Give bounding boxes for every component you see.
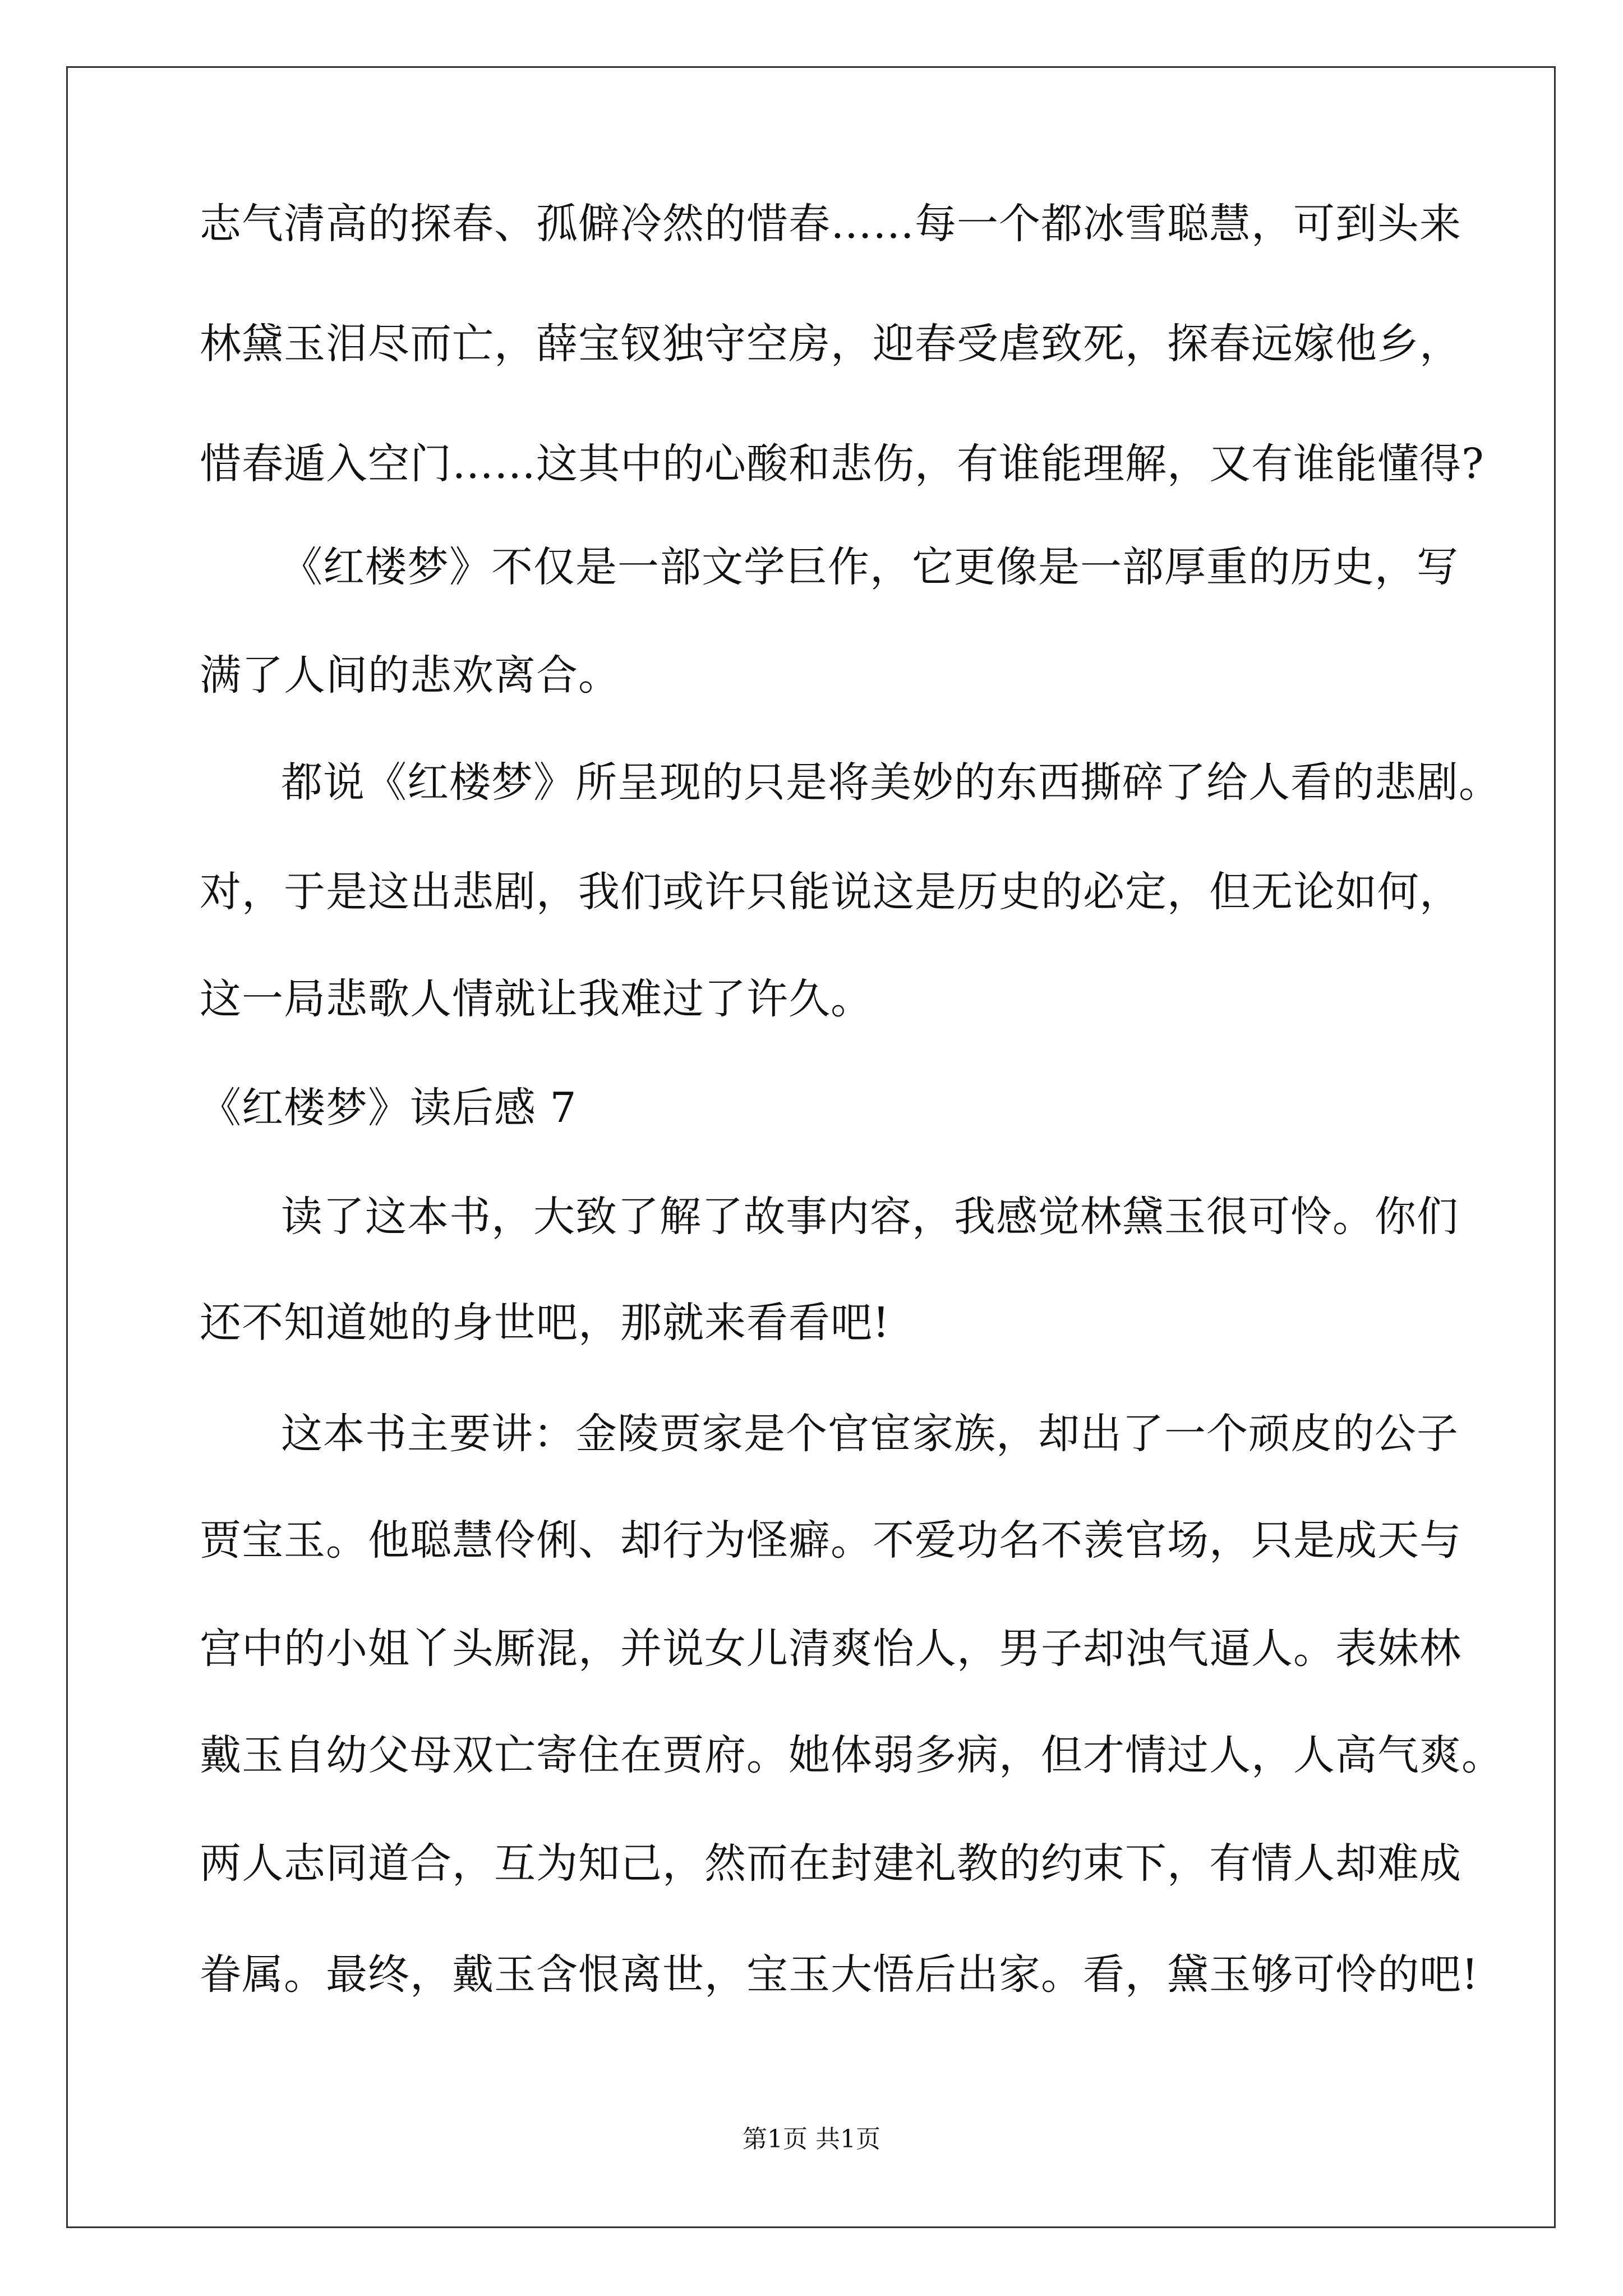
text-line: 两人志同道合，互为知己，然而在封建礼教的约束下，有情人却难成 [200, 1839, 1461, 1888]
text-line: 都说《红楼梦》所呈现的只是将美妙的东西撕碎了给人看的悲剧。 [281, 758, 1501, 807]
text-line: 惜春遁入空门……这其中的心酸和悲伤，有谁能理解，又有谁能懂得? [200, 440, 1484, 488]
text-line: 这本书主要讲：金陵贾家是个官宦家族，却出了一个顽皮的公子 [281, 1410, 1459, 1458]
text-line: 志气清高的探春、孤僻冷然的惜春……每一个都冰雪聪慧，可到头来 [200, 200, 1461, 248]
section-heading: 《红楼梦》读后感 7 [200, 1084, 577, 1132]
text-line: 这一局悲歌人情就让我难过了许久。 [200, 975, 873, 1023]
text-line: 眷属。最终，戴玉含恨离世，宝玉大悟后出家。看，黛玉够可怜的吧! [200, 1950, 1479, 1999]
text-line: 贾宝玉。他聪慧伶俐、却行为怪癖。不爱功名不羡官场，只是成天与 [200, 1516, 1461, 1565]
text-line: 《红楼梦》不仅是一部文学巨作，它更像是一部厚重的历史，写 [281, 543, 1459, 591]
text-line: 对，于是这出悲剧，我们或许只能说这是历史的必定，但无论如何， [200, 868, 1461, 916]
text-line: 戴玉自幼父母双亡寄住在贾府。她体弱多病，但才情过人，人高气爽。 [200, 1731, 1504, 1779]
page-border [66, 66, 1556, 2228]
text-line: 满了人间的悲欢离合。 [200, 651, 620, 700]
text-line: 还不知道她的身世吧，那就来看看吧! [200, 1299, 890, 1347]
text-line: 宫中的小姐丫头厮混，并说女儿清爽怡人，男子却浊气逼人。表妹林 [200, 1625, 1461, 1673]
text-line: 读了这本书，大致了解了故事内容，我感觉林黛玉很可怜。你们 [281, 1193, 1459, 1241]
text-line: 林黛玉泪尽而亡，薛宝钗独守空房，迎春受虐致死，探春远嫁他乡， [200, 320, 1461, 368]
page-footer: 第1页 共1页 [743, 2125, 880, 2154]
